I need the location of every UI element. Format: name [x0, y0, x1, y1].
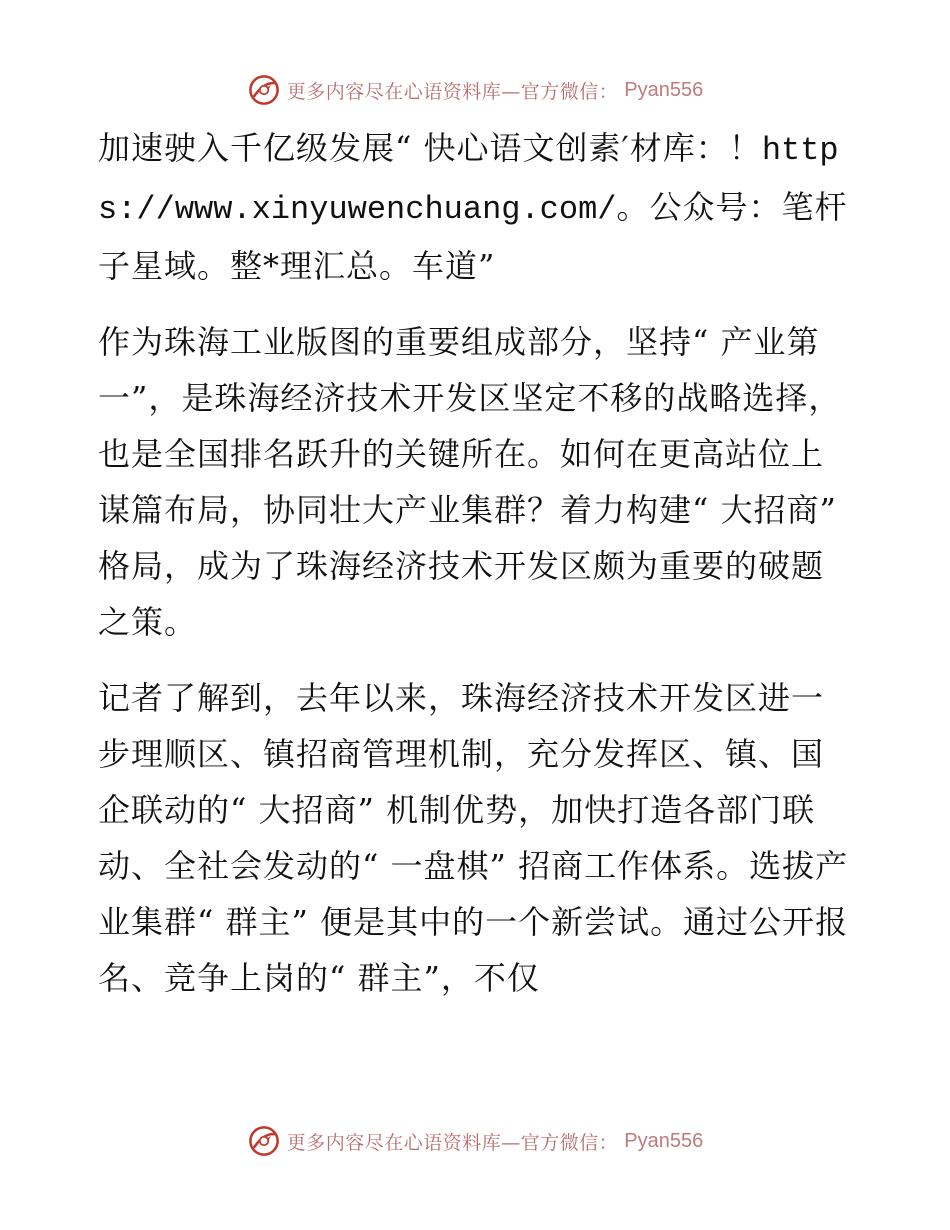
paragraph-1 [98, 120, 850, 294]
brand-logo-icon [247, 1124, 281, 1158]
header-banner-text: 更多内容尽在心语资料库—官方微信： [286, 80, 619, 103]
paragraph-1-tail: 。公众号：笔杆子星域。整*理汇总。车道” [98, 188, 848, 285]
footer-banner [0, 1121, 950, 1161]
source-url: https://www.xinyuwenchuang.com/ [98, 132, 839, 228]
header-banner-inner [247, 73, 703, 107]
footer-banner-inner [247, 1124, 703, 1158]
footer-banner-handle: Pyan556 [624, 1129, 704, 1152]
paragraph-3: 记者了解到，去年以来，珠海经济技术开发区进一步理顺区、镇招商管理机制，充分发挥区、镇、国企联动的“ 大招商” 机制优势，加快打造各部门联动、全社会发动的“ 一盘棋” 招商工作体系。选拔产业集群“ 群主” 便是其中的一个新尝试。通过公开报名、竞争上岗的“ 群主”，不仅 [98, 679, 849, 997]
brand-logo-icon [247, 73, 281, 107]
footer-banner-text: 更多内容尽在心语资料库—官方微信： [286, 1131, 619, 1154]
header-banner-handle: Pyan556 [624, 78, 704, 101]
header-banner [0, 70, 950, 110]
document-body [98, 120, 850, 1026]
paragraph-1-lead: 加速驶入千亿级发展“ 快心语文创素′材库：！ [98, 129, 762, 167]
paragraph-2: 作为珠海工业版图的重要组成部分，坚持“ 产业第一”，是珠海经济技术开发区坚定不移的战略选择，也是全国排名跃升的关键所在。如何在更高站位上谋篇布局，协同壮大产业集群？着力构建“ 大招商” 格局，成为了珠海经济技术开发区颇为重要的破题之策。 [98, 323, 842, 641]
